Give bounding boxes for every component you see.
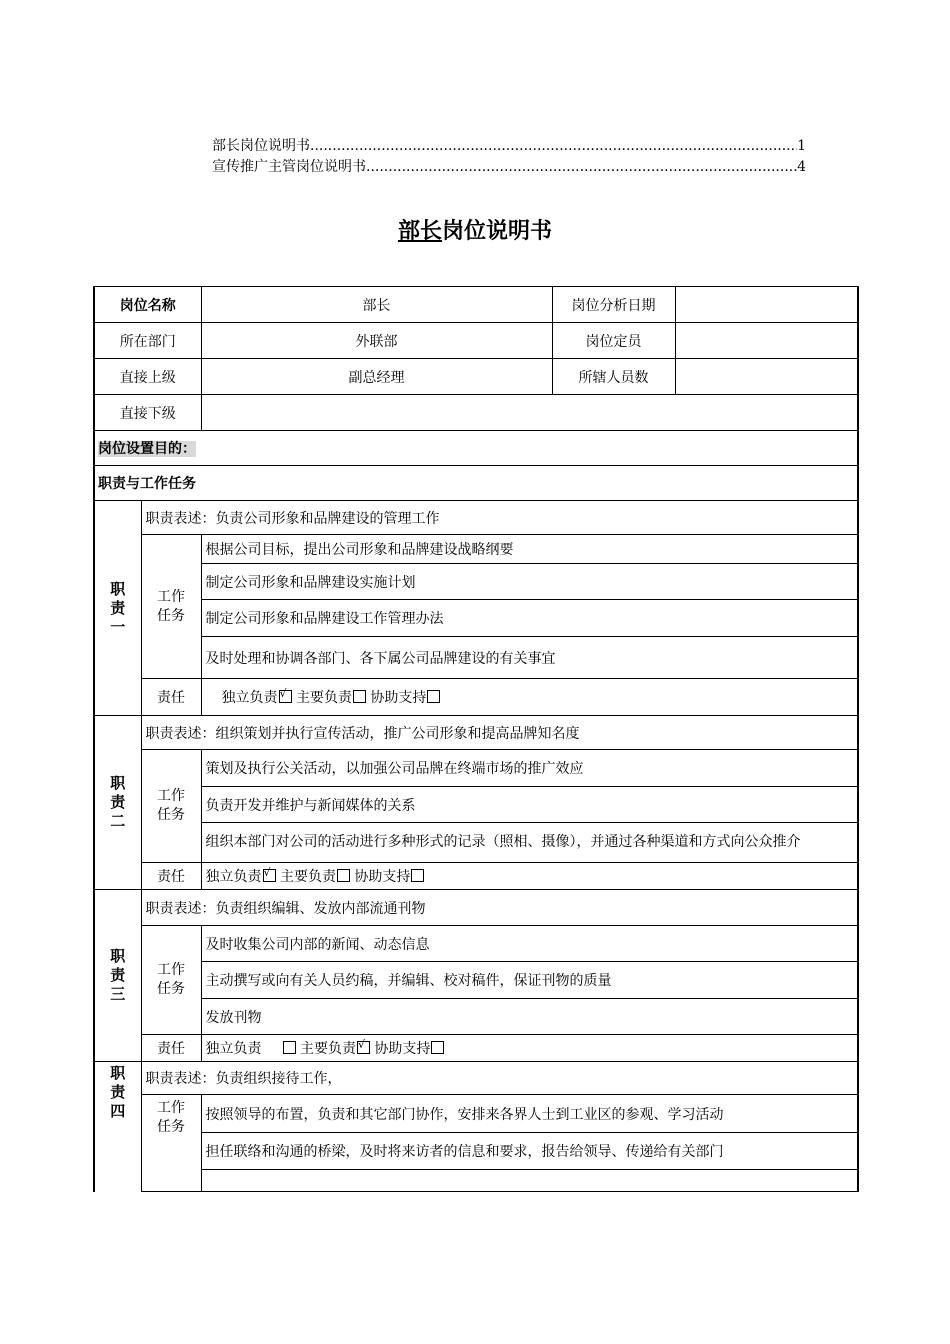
duty-statement-row	[94, 501, 858, 535]
task-text: 按照领导的布置，负责和其它部门协作，安排来各界人士到工业区的参观、学习活动	[201, 1095, 858, 1133]
responsibility-row	[94, 1035, 858, 1062]
work-task-label: 工作 任务	[141, 535, 201, 679]
header-row	[94, 287, 858, 323]
toc-entry-title: 部长岗位说明书	[212, 138, 310, 154]
task-text: 制定公司形象和品牌建设实施计划	[201, 564, 858, 600]
document-title-rest: 岗位说明书	[442, 219, 553, 244]
analysis-date-label: 岗位分析日期	[552, 287, 675, 323]
duties-heading: 职责与工作任务	[94, 466, 858, 501]
task-text: 及时处理和协调各部门、各下属公司品牌建设的有关事宜	[201, 637, 858, 679]
analysis-date-value	[675, 287, 858, 323]
responsibility-options	[201, 679, 858, 716]
task-text: 主动撰写或向有关人员约稿，并编辑、校对稿件，保证刊物的质量	[201, 962, 858, 999]
task-text: 及时收集公司内部的新闻、动态信息	[201, 926, 858, 962]
toc-entry-title: 宣传推广主管岗位说明书	[212, 159, 366, 175]
toc-entry[interactable]	[212, 156, 806, 177]
responsibility-label: 责任	[141, 679, 201, 716]
checkbox-icon[interactable]	[431, 1041, 444, 1054]
dept-label: 所在部门	[94, 323, 201, 359]
responsibility-row	[94, 863, 858, 890]
toc-entry-page: 1	[797, 138, 806, 154]
responsibility-label: 责任	[141, 1035, 201, 1062]
checkbox-icon[interactable]	[337, 869, 350, 882]
resp-option[interactable]: 独立负责	[206, 1041, 296, 1057]
subordinates-count-label: 所辖人员数	[552, 359, 675, 395]
duty-1-label: 职 责 一	[94, 501, 141, 716]
checkbox-checked-icon[interactable]	[263, 869, 276, 882]
task-text	[201, 1170, 858, 1192]
resp-option[interactable]: 主要负责	[296, 690, 366, 706]
task-row	[94, 926, 858, 962]
task-text: 制定公司形象和品牌建设工作管理办法	[201, 600, 858, 637]
subordinate-label: 直接下级	[94, 395, 201, 431]
duty-statement: 职责表述：负责公司形象和品牌建设的管理工作	[141, 501, 858, 535]
checkbox-icon[interactable]	[411, 869, 424, 882]
header-row	[94, 323, 858, 359]
task-text: 根据公司目标，提出公司形象和品牌建设战略纲要	[201, 535, 858, 564]
document-title-underlined: 部长	[397, 219, 442, 244]
toc-entry[interactable]	[212, 135, 806, 156]
headcount-value	[675, 323, 858, 359]
document-title	[0, 214, 950, 245]
task-text: 组织本部门对公司的活动进行多种形式的记录（照相、摄像），并通过各种渠道和方式向公众推介	[201, 823, 858, 863]
purpose-label: 岗位设置目的：	[98, 441, 196, 457]
task-row	[94, 1133, 858, 1170]
subordinate-value	[201, 395, 858, 431]
resp-option[interactable]: 主要负责√	[300, 1041, 370, 1057]
duty-statement: 职责表述：负责组织接待工作，	[141, 1062, 858, 1095]
task-text: 担任联络和沟通的桥梁，及时将来访者的信息和要求，报告给领导、传递给有关部门	[201, 1133, 858, 1170]
resp-option[interactable]: 协助支持	[374, 1041, 444, 1057]
job-description-table	[93, 286, 859, 1192]
resp-option[interactable]: 独立负责√	[222, 690, 292, 706]
task-row	[94, 787, 858, 823]
task-text: 负责开发并维护与新闻媒体的关系	[201, 787, 858, 823]
duty-statement: 职责表述：负责组织编辑、发放内部流通刊物	[141, 890, 858, 926]
headcount-label: 岗位定员	[552, 323, 675, 359]
task-row	[94, 750, 858, 787]
subordinates-count-value	[675, 359, 858, 395]
responsibility-options	[201, 863, 858, 890]
duty-3-label: 职 责 三	[94, 890, 141, 1062]
checkbox-icon[interactable]	[353, 690, 366, 703]
checkbox-checked-icon[interactable]	[279, 690, 292, 703]
responsibility-options	[201, 1035, 858, 1062]
responsibility-label: 责任	[141, 863, 201, 890]
work-task-label: 工作 任务	[141, 1095, 201, 1192]
post-name-value: 部长	[201, 287, 552, 323]
header-row	[94, 395, 858, 431]
task-row	[94, 564, 858, 600]
post-name-label: 岗位名称	[94, 287, 201, 323]
duty-statement: 职责表述：组织策划并执行宣传活动，推广公司形象和提高品牌知名度	[141, 716, 858, 750]
checkbox-icon[interactable]	[283, 1041, 296, 1054]
resp-option[interactable]: 协助支持	[370, 690, 440, 706]
purpose-row	[94, 431, 858, 466]
task-text: 策划及执行公关活动，以加强公司品牌在终端市场的推广效应	[201, 750, 858, 787]
superior-value: 副总经理	[201, 359, 552, 395]
toc-entry-page: 4	[797, 159, 806, 175]
resp-option[interactable]: 主要负责	[280, 869, 350, 885]
task-row	[94, 962, 858, 999]
superior-label: 直接上级	[94, 359, 201, 395]
task-text: 发放刊物	[201, 999, 858, 1035]
duty-statement-row	[94, 890, 858, 926]
dept-value: 外联部	[201, 323, 552, 359]
task-row	[94, 1095, 858, 1133]
work-task-label: 工作 任务	[141, 750, 201, 863]
resp-option[interactable]: 独立负责√	[206, 869, 276, 885]
resp-option[interactable]: 协助支持	[354, 869, 424, 885]
task-row	[94, 1170, 858, 1192]
task-row	[94, 535, 858, 564]
checkbox-checked-icon[interactable]	[357, 1041, 370, 1054]
duties-heading-row	[94, 466, 858, 501]
task-row	[94, 600, 858, 637]
duty-4-label: 职 责 四	[94, 1062, 141, 1192]
duty-statement-row	[94, 716, 858, 750]
header-row	[94, 359, 858, 395]
task-row	[94, 823, 858, 863]
work-task-label: 工作 任务	[141, 926, 201, 1035]
duty-statement-row	[94, 1062, 858, 1095]
table-of-contents	[212, 135, 806, 177]
checkbox-icon[interactable]	[427, 690, 440, 703]
task-row	[94, 999, 858, 1035]
toc-leader-dots	[310, 138, 797, 154]
toc-leader-dots	[366, 159, 797, 175]
duty-2-label: 职 责 二	[94, 716, 141, 890]
responsibility-row	[94, 679, 858, 716]
task-row	[94, 637, 858, 679]
